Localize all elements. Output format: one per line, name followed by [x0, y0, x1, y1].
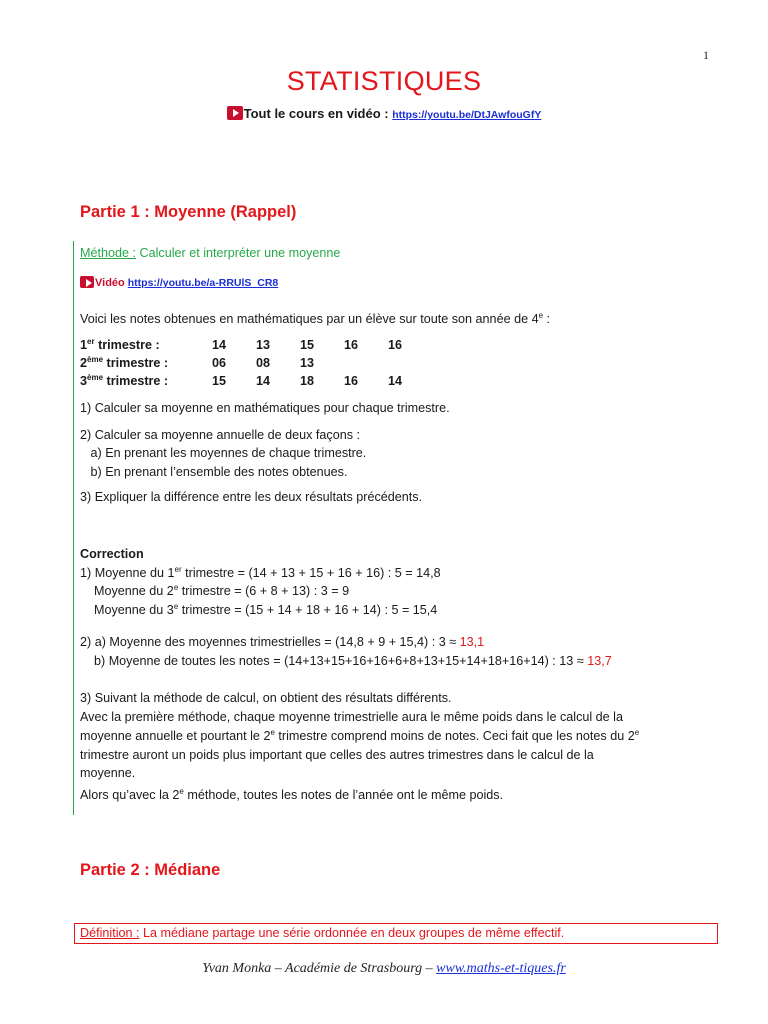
method-video-line: [80, 274, 278, 292]
row-label: 3ème trimestre :: [80, 372, 169, 388]
method-line: [80, 244, 340, 262]
grade-cell: [388, 354, 432, 372]
youtube-play-icon[interactable]: [80, 276, 94, 288]
course-video-line: [0, 106, 768, 121]
footer-link[interactable]: www.maths-et-tiques.fr: [436, 961, 566, 976]
definition-label: Définition :: [80, 926, 140, 940]
grade-cell: 13: [300, 356, 315, 370]
page-title: STATISTIQUES: [286, 66, 482, 96]
grade-cell: 18: [300, 374, 315, 388]
correction-3-line3: moyenne annuelle et pourtant le 2e trimestre comprend moins de notes. Ceci fait que les notes du 2e: [80, 727, 640, 743]
correction-3-line2: Avec la première méthode, chaque moyenne trimestrielle aura le même poids dans le calcul de la: [80, 710, 623, 724]
question-1: 1) Calculer sa moyenne en mathématiques pour chaque trimestre.: [80, 401, 450, 415]
correction-3-line1: 3) Suivant la méthode de calcul, on obtient des résultats différents.: [80, 691, 452, 705]
grade-cell: 14: [256, 374, 271, 388]
footer: [0, 961, 768, 977]
video-label: Vidéo: [95, 277, 125, 289]
intro-end: :: [543, 312, 551, 326]
youtube-play-icon[interactable]: [227, 106, 243, 120]
grade-cell: 14: [388, 374, 403, 388]
part1-heading: Partie 1 : Moyenne (Rappel): [80, 203, 297, 221]
question-2: 2) Calculer sa moyenne annuelle de deux façons :: [80, 428, 361, 442]
definition-text: La médiane partage une série ordonnée en deux groupes de même effectif.: [139, 926, 565, 940]
grade-cell: 15: [212, 374, 227, 388]
grade-cell: 14: [212, 338, 227, 352]
grade-cell: 06: [212, 356, 227, 370]
method-label: Méthode :: [80, 246, 137, 260]
grade-cell: 08: [256, 356, 271, 370]
question-3: 3) Expliquer la différence entre les deux résultats précédents.: [80, 490, 423, 504]
part2-heading: Partie 2 : Médiane: [80, 861, 221, 879]
table-row: [80, 354, 432, 372]
grade-cell: 15: [300, 338, 315, 352]
result-2b: 13,7: [587, 654, 612, 668]
correction-2a: 2) a) Moyenne des moyennes trimestrielles = (14,8 + 9 + 15,4) : 3 ≈ 13,1: [80, 635, 485, 649]
grades-table: [80, 336, 432, 390]
question-2a: a) En prenant les moyennes de chaque trimestre.: [80, 446, 367, 460]
correction-3-line5: moyenne.: [80, 766, 136, 780]
result-2a: 13,1: [459, 635, 485, 649]
correction-1c: Moyenne du 3e trimestre = (15 + 14 + 18 + 16 + 14) : 5 = 15,4: [80, 601, 438, 617]
grade-cell: 16: [344, 374, 359, 388]
footer-text: Yvan Monka – Académie de Strasbourg –: [202, 961, 437, 976]
course-video-label: Tout le cours en vidéo :: [243, 106, 393, 121]
course-video-link[interactable]: https://youtu.be/DtJAwfouGfY: [392, 109, 542, 121]
intro-sup: e: [538, 310, 544, 320]
table-row: [80, 336, 432, 354]
definition-line: [80, 926, 564, 940]
intro-main: Voici les notes obtenues en mathématiques par un élève sur toute son année de 4: [80, 312, 539, 326]
page-number: 1: [703, 48, 709, 62]
intro-text: [80, 310, 550, 328]
question-2b: b) En prenant l’ensemble des notes obtenues.: [80, 465, 348, 479]
row-label: 1er trimestre :: [80, 336, 160, 352]
table-row: [80, 372, 432, 390]
grade-cell: 16: [388, 338, 403, 352]
correction-1a: 1) Moyenne du 1er trimestre = (14 + 13 + 15 + 16 + 16) : 5 = 14,8: [80, 564, 441, 580]
correction-2b: b) Moyenne de toutes les notes = (14+13+15+16+16+6+8+13+15+14+18+16+14) : 13 ≈ 13,7: [80, 654, 612, 668]
correction-1b: Moyenne du 2e trimestre = (6 + 8 + 13) : 3 = 9: [80, 582, 350, 598]
correction-3-line6: Alors qu’avec la 2e méthode, toutes les notes de l’année ont le même poids.: [80, 786, 504, 802]
grade-cell: [344, 354, 388, 372]
method-text: Calculer et interpréter une moyenne: [136, 246, 341, 260]
correction-heading: Correction: [80, 547, 144, 561]
row-label: 2ème trimestre :: [80, 354, 169, 370]
method-margin-bar: [73, 241, 74, 815]
grade-cell: 13: [256, 338, 271, 352]
grade-cell: 16: [344, 338, 359, 352]
method-video-link[interactable]: https://youtu.be/a-RRUlS_CR8: [127, 277, 279, 289]
correction-3-line4: trimestre auront un poids plus important que celles des autres trimestres dans le calcul de la: [80, 748, 594, 762]
